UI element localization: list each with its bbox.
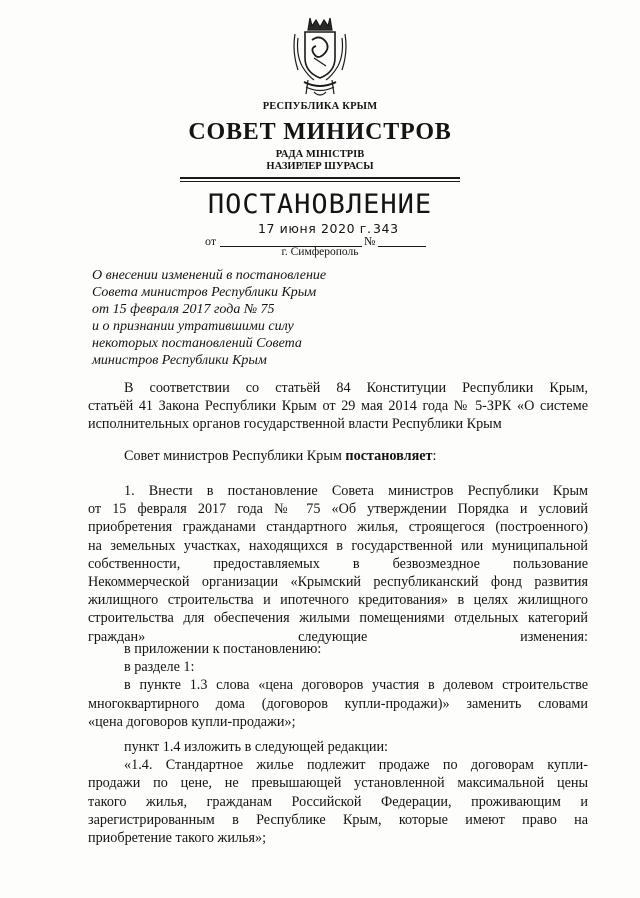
decree-subject <box>92 267 392 369</box>
subject-line: О внесении изменений в постановление <box>92 268 327 283</box>
preamble <box>88 379 588 434</box>
text-line: зарегистрированным в Республике Крым, которые имеют право на <box>88 811 588 828</box>
text-line: от 15 февраля 2017 года № 75 «Об утверждении Порядка и условий <box>88 501 588 518</box>
text-line: Некоммерческой организации «Крымский республиканский фонд развития <box>88 574 588 591</box>
crimea-coat-of-arms-icon <box>292 14 348 100</box>
subject-line: от 15 февраля 2017 года № 75 <box>92 302 275 317</box>
text-line: такого жилья, гражданам Российской Федерации, проживающим и <box>88 793 588 810</box>
text-line: «цена договоров купли-продажи»; <box>88 713 296 730</box>
text-line: приобретения гражданами стандартного жилья, строящегося (построенного) <box>88 519 588 536</box>
text-line: Совет министров Республики Крым постановляет: <box>124 448 437 464</box>
text-line: строительства для обеспечения жилыми помещениями отдельных категорий <box>88 610 588 627</box>
number-label: № <box>364 234 376 248</box>
text-line: В соответствии со статьёй 84 Конституции Республики Крым, <box>124 380 588 396</box>
text-line: пункт 1.4 изложить в следующей редакции: <box>124 739 388 755</box>
text-line: собственности, предоставляемых в безвозмездное пользование <box>88 555 588 572</box>
text-line: многоквартирного дома (договоров купли-продажи)» заменить словами <box>88 695 588 712</box>
republic-name: РЕСПУБЛИКА КРЫМ <box>262 101 378 112</box>
subject-line: Совета министров Республики Крым <box>92 285 317 300</box>
council-title-ukrainian: РАДА МІНІСТРІВ <box>275 149 365 160</box>
subject-line: министров Республики Крым <box>92 353 267 368</box>
resolves-keyword: постановляет <box>345 448 433 464</box>
text-line: 1. Внести в постановление Совета министров Республики Крым <box>124 483 588 499</box>
text-line: на земельных участках, находящихся в государственной или муниципальной <box>88 537 588 554</box>
decree-date: 17 июня 2020 г. <box>258 221 372 236</box>
text-line: граждан» следующие изменения: <box>88 628 588 645</box>
text-line: «1.4. Стандартное жилье подлежит продаже по договорам купли- <box>124 757 588 774</box>
council-title: СОВЕТ МИНИСТРОВ <box>188 119 452 145</box>
annex-paragraph <box>88 640 588 731</box>
header-rule-thin <box>180 181 460 182</box>
resolution-paragraph <box>88 447 588 465</box>
text-line: в приложении к постановлению: <box>124 641 322 657</box>
subject-line: и о признании утратившими силу <box>92 319 294 334</box>
council-title-crimean-tatar: НАЗИРЛЕР ШУРАСЫ <box>266 161 374 172</box>
header-rule-thick <box>180 177 460 179</box>
document-type-title: ПОСТАНОВЛЕНИЕ <box>207 189 433 220</box>
text-line: в пункте 1.3 слова «цена договоров участия в долевом строительстве <box>124 677 588 694</box>
subject-line: некоторых постановлений Совета <box>92 336 302 351</box>
text-line: исполнительных органов государственной власти Республики Крым <box>88 416 502 433</box>
text-line: в разделе 1: <box>124 659 195 676</box>
text-line: жилищного строительства и ипотечного кредитования» в целях жилищного <box>88 592 588 609</box>
clause-1-4-paragraph <box>88 738 588 847</box>
city: г. Симферополь <box>281 246 359 258</box>
item-1-paragraph <box>88 482 588 646</box>
text-line: продажи по цене, не превышающей установленной максимальной цены <box>88 775 588 792</box>
date-label: от <box>205 234 217 248</box>
text-line: приобретение такого жилья»; <box>88 830 267 847</box>
text-line: статьёй 41 Закона Республики Крым от 29 мая 2014 года № 5-ЗРК «О системе <box>88 398 588 415</box>
decree-number: 343 <box>373 221 399 236</box>
